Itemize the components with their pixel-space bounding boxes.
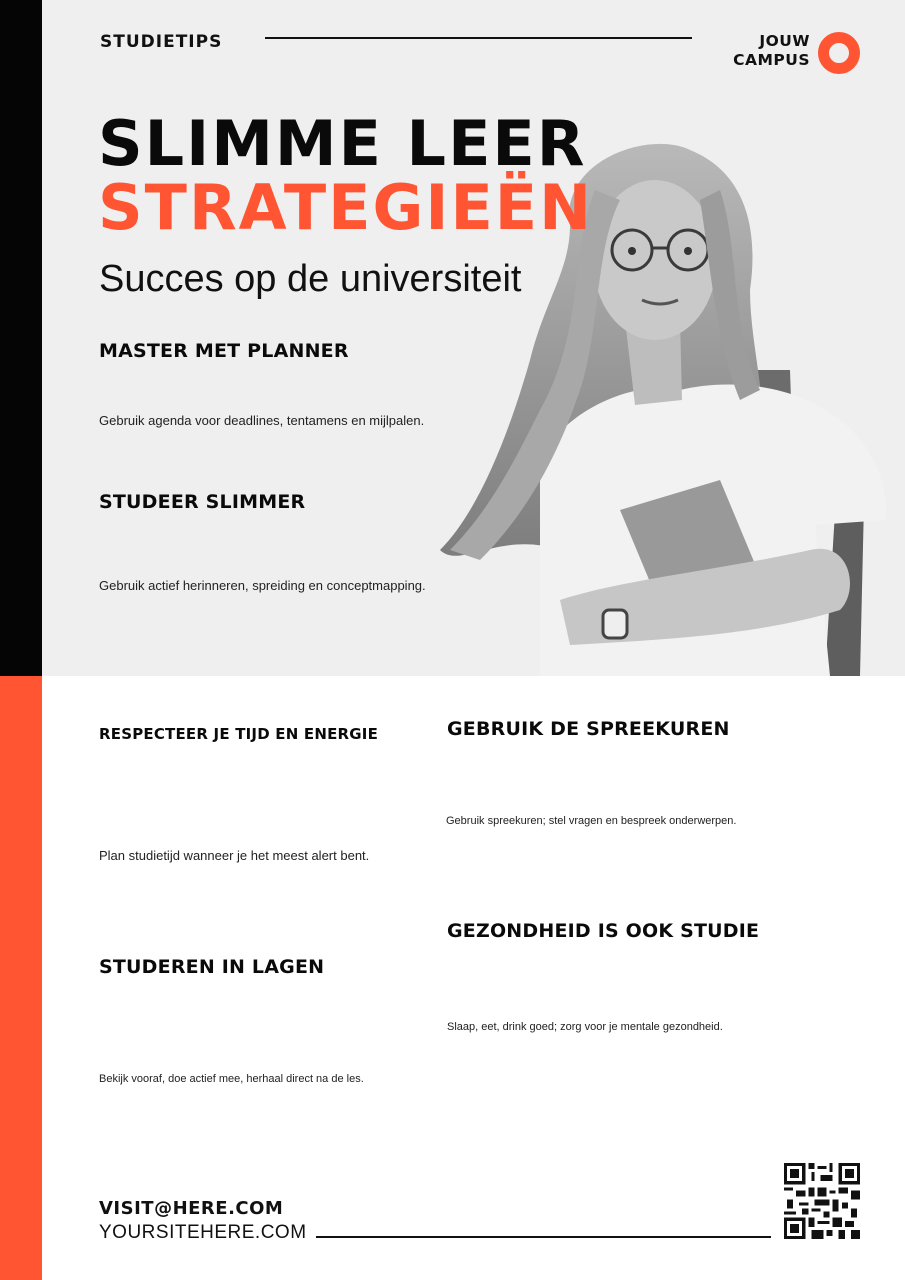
tip-text: Gebruik spreekuren; stel vragen en bespreek onderwerpen.	[446, 815, 737, 827]
contact-email: VISIT@HERE.COM	[99, 1198, 284, 1219]
header-divider	[265, 37, 692, 39]
tip-heading: GEBRUIK DE SPREEKUREN	[447, 718, 730, 740]
title-line-2: STRATEGIEËN	[98, 171, 594, 244]
brand-ring-icon	[818, 32, 860, 74]
left-accent-bar-orange	[0, 676, 42, 1280]
contact-website: YOURSITEHERE.COM	[99, 1222, 307, 1243]
brand-line-1: JOUW	[759, 32, 810, 50]
tip-text: Gebruik agenda voor deadlines, tentamens en mijlpalen.	[99, 413, 425, 428]
subtitle: Succes op de universiteit	[99, 258, 522, 300]
tip-text: Gebruik actief herinneren, spreiding en conceptmapping.	[99, 578, 426, 593]
brand-logo	[716, 32, 866, 76]
brand-name	[716, 32, 810, 70]
qr-code-icon	[784, 1163, 860, 1239]
tip-heading: STUDEER SLIMMER	[99, 491, 306, 513]
tip-heading: STUDEREN IN LAGEN	[99, 956, 325, 978]
brand-line-2: CAMPUS	[733, 51, 810, 69]
tip-text: Slaap, eet, drink goed; zorg voor je mentale gezondheid.	[447, 1021, 723, 1033]
tip-heading: MASTER MET PLANNER	[99, 340, 349, 362]
tip-text: Plan studietijd wanneer je het meest alert bent.	[99, 848, 370, 863]
left-accent-bar-black	[0, 0, 42, 676]
footer-divider	[316, 1236, 771, 1238]
tip-text: Bekijk vooraf, doe actief mee, herhaal direct na de les.	[99, 1073, 364, 1085]
kicker-label: STUDIETIPS	[100, 32, 223, 52]
title-line-1: SLIMME LEER	[98, 107, 587, 180]
tip-heading: GEZONDHEID IS OOK STUDIE	[447, 920, 760, 942]
tip-heading: RESPECTEER JE TIJD EN ENERGIE	[99, 725, 379, 743]
